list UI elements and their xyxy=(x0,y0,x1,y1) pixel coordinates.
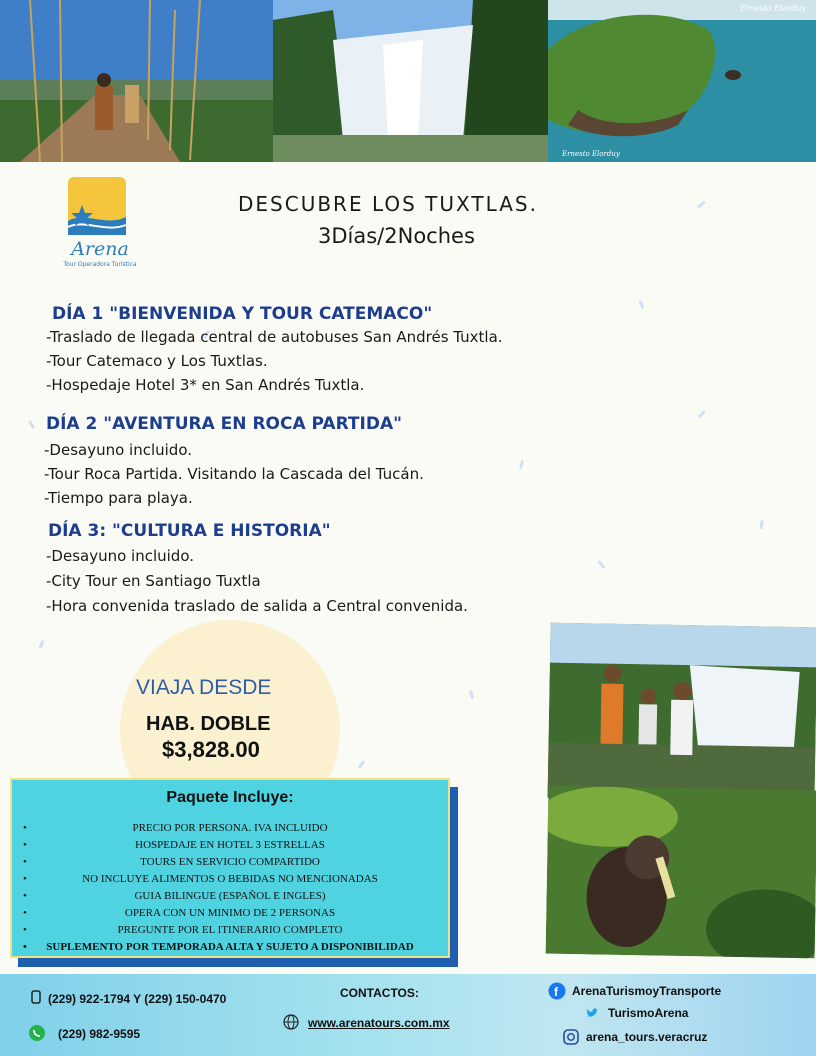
day-2-item: -Tour Roca Partida. Visitando la Cascada del Tucán. xyxy=(44,465,424,483)
package-list xyxy=(12,820,448,956)
package-item: • PRECIO POR PERSONA. IVA INCLUIDO xyxy=(23,822,328,834)
phone-icon xyxy=(30,990,42,1004)
contact-phone[interactable]: (229) 922-1794 Y (229) 150-0470 xyxy=(48,992,227,1006)
contact-footer xyxy=(0,974,816,1056)
day-2-item: -Desayuno incluido. xyxy=(44,441,193,459)
photo-island-coast xyxy=(548,0,816,162)
price-label: VIAJA DESDE xyxy=(136,676,272,699)
day-1-title: DÍA 1 "BIENVENIDA Y TOUR CATEMACO" xyxy=(52,304,433,324)
photo-waterfall xyxy=(273,0,548,162)
contact-heading: CONTACTOS: xyxy=(340,986,419,1000)
photo-credit: Ernesto Elorduy xyxy=(739,4,806,13)
decor-dash xyxy=(469,690,474,699)
day-2-item: -Tiempo para playa. xyxy=(44,489,193,507)
package-title: Paquete Incluye: xyxy=(166,789,294,806)
contact-whatsapp[interactable]: (229) 982-9595 xyxy=(58,1027,141,1041)
page-title: DESCUBRE LOS TUXTLAS. xyxy=(238,192,538,216)
price-value: $3,828.00 xyxy=(162,737,260,762)
twitter-icon xyxy=(585,1007,599,1019)
day-3-item: -Hora convenida traslado de salida a Central convenida. xyxy=(46,597,468,615)
logo-tagline: Tour Operadora Turística xyxy=(63,261,137,268)
decor-dash xyxy=(759,520,764,529)
contact-instagram[interactable]: arena_tours.veracruz xyxy=(586,1030,708,1044)
day-3-item: -Desayuno incluido. xyxy=(46,547,195,565)
photo-pier-walk xyxy=(0,0,273,162)
decor-dash xyxy=(639,300,645,309)
package-item: • NO INCLUYE ALIMENTOS O BEBIDAS NO MENCIONADAS xyxy=(23,873,378,885)
package-item: • OPERA CON UN MINIMO DE 2 PERSONAS xyxy=(23,907,336,919)
package-item: • PREGUNTE POR EL ITINERARIO COMPLETO xyxy=(23,924,343,936)
decor-dash xyxy=(597,560,605,569)
photo-monkey xyxy=(546,786,816,959)
page-subtitle: 3Días/2Noches xyxy=(318,224,475,248)
room-type: HAB. DOBLE xyxy=(146,713,271,735)
decor-dash xyxy=(28,420,35,429)
day-2-title: DÍA 2 "AVENTURA EN ROCA PARTIDA" xyxy=(46,414,402,434)
photo-group-waterfall xyxy=(547,623,816,803)
logo-name: Arena xyxy=(71,238,129,260)
contact-twitter[interactable]: TurismoArena xyxy=(608,1006,689,1020)
decor-dash xyxy=(38,640,45,649)
instagram-icon xyxy=(563,1029,579,1045)
package-item: • SUPLEMENTO POR TEMPORADA ALTA Y SUJETO A DISPONIBILIDAD xyxy=(23,941,414,953)
photo-credit: Ernesto Elorduy xyxy=(562,150,620,158)
package-item: • HOSPEDAJE EN HOTEL 3 ESTRELLAS xyxy=(23,839,325,851)
decor-dash xyxy=(697,410,705,418)
package-item: • GUIA BILINGUE (ESPAÑOL E INGLES) xyxy=(23,890,326,902)
contact-facebook[interactable]: ArenaTurismoyTransporte xyxy=(572,984,722,998)
facebook-icon xyxy=(548,982,566,1000)
day-1-item: -Traslado de llegada central de autobuses San Andrés Tuxtla. xyxy=(46,328,503,346)
decor-dash xyxy=(697,200,706,208)
contact-website[interactable]: www.arenatours.com.mx xyxy=(308,1016,450,1030)
day-3-item: -City Tour en Santiago Tuxtla xyxy=(46,572,261,590)
decor-dash xyxy=(358,760,366,769)
package-box xyxy=(10,778,450,958)
day-3-title: DÍA 3: "CULTURA E HISTORIA" xyxy=(48,521,331,541)
day-1-item: -Hospedaje Hotel 3* en San Andrés Tuxtla. xyxy=(46,376,365,394)
arena-logo xyxy=(60,175,140,273)
decor-dash xyxy=(519,460,524,469)
package-item: • TOURS EN SERVICIO COMPARTIDO xyxy=(23,856,320,868)
svg-text:f: f xyxy=(554,985,558,999)
whatsapp-icon xyxy=(28,1024,46,1042)
day-1-item: -Tour Catemaco y Los Tuxtlas. xyxy=(46,352,268,370)
globe-icon xyxy=(283,1014,299,1030)
